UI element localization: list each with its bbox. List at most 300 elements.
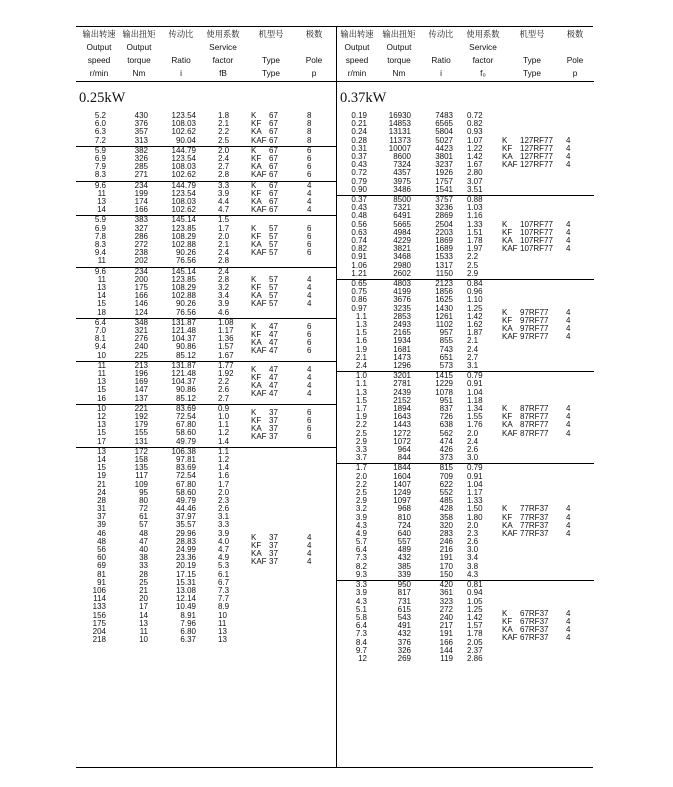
table-cell: 196 [134, 368, 148, 378]
table-cell: 5665 [393, 219, 411, 229]
table-cell: 90.26 [175, 299, 196, 309]
model-prefix: K [502, 219, 508, 229]
table-cell: 1.78 [467, 629, 483, 639]
model-size: 77RF37 [520, 512, 549, 522]
table-cell: 14 [97, 454, 106, 464]
header-col-1 [118, 28, 160, 80]
table-cell: 7.3 [218, 585, 230, 595]
table-cell: 3.0 [467, 453, 479, 463]
table-cell: 28 [97, 495, 106, 505]
pole-count: 4 [307, 381, 312, 391]
header-unit: Type [262, 68, 280, 78]
model-type-list [502, 610, 592, 643]
model-type-list [502, 309, 592, 342]
model-size: 107RF77 [520, 244, 553, 254]
table-cell: 11 [97, 256, 106, 266]
model-size: 107RF77 [520, 235, 553, 245]
model-type-list [251, 182, 341, 215]
table-cell: 4423 [435, 143, 453, 153]
table-cell: 0.79 [467, 371, 483, 381]
table-cell: 11 [218, 618, 227, 628]
output-speed-col [97, 362, 106, 403]
header-col-2 [421, 28, 461, 80]
table-cell: 117 [135, 471, 148, 481]
table-cell: 6.4 [355, 621, 367, 631]
table-cell: 13 [139, 618, 148, 628]
ratio-col [172, 147, 196, 180]
table-cell: 104.37 [171, 334, 196, 344]
power-title-right: 0.37kW [340, 90, 387, 106]
table-cell: 6.4 [94, 317, 106, 327]
model-type-list [251, 409, 341, 442]
table-cell: 2.9 [355, 436, 367, 446]
service-factor-col [467, 196, 483, 278]
table-cell: 622 [439, 479, 453, 489]
table-cell: 3236 [435, 203, 453, 213]
table-cell: 3676 [393, 295, 411, 305]
table-cell: 1229 [435, 379, 453, 389]
header-en2: torque [127, 55, 151, 65]
table-cell: 562 [439, 428, 453, 438]
output-torque-col [135, 112, 148, 145]
table-cell: 135 [134, 463, 148, 473]
model-size: 67 [269, 153, 278, 163]
model-prefix: KA [251, 338, 262, 348]
header-col-5 [559, 28, 591, 80]
model-row [251, 112, 341, 120]
output-speed-col [351, 112, 367, 194]
model-row [251, 155, 341, 163]
model-prefix: KF [251, 231, 262, 241]
output-speed-col [95, 216, 106, 265]
table-cell: 2.1 [218, 239, 230, 249]
right-half-037kw [336, 27, 594, 767]
table-cell: 815 [439, 463, 453, 473]
table-cell: 1.7 [218, 223, 230, 233]
table-cell: 2.37 [467, 645, 483, 655]
table-cell: 3.1 [218, 512, 230, 522]
model-prefix: KA [251, 196, 262, 206]
header-col-5 [296, 28, 332, 80]
table-cell: 2504 [435, 219, 453, 229]
output-torque-col [135, 362, 148, 403]
data-block-1 [337, 195, 594, 280]
model-row [251, 147, 341, 155]
model-size: 47 [269, 330, 278, 340]
table-cell: 155 [134, 428, 148, 438]
table-cell: 2.6 [218, 385, 230, 395]
model-prefix: KF [502, 412, 513, 422]
table-cell: 9.4 [94, 248, 106, 258]
table-cell: 145.14 [171, 266, 196, 276]
pole-count: 6 [307, 248, 312, 258]
table-cell: 0.21 [351, 119, 367, 129]
table-cell: 1.03 [467, 203, 483, 213]
table-cell: 432 [397, 553, 411, 563]
table-cell: 11 [97, 360, 106, 370]
model-prefix: KAF [502, 332, 518, 342]
table-cell: 1.04 [467, 479, 483, 489]
ratio-col [176, 405, 196, 446]
output-speed-col [351, 196, 367, 278]
table-cell: 2.0 [467, 428, 479, 438]
table-cell: 0.84 [467, 279, 483, 288]
table-cell: 1.25 [467, 604, 483, 614]
output-torque-col [135, 268, 148, 317]
table-cell: 1.62 [467, 319, 483, 329]
table-cell: 69 [97, 561, 106, 571]
table-cell: 276 [134, 334, 148, 344]
table-cell: 1894 [393, 403, 411, 413]
output-torque-col [135, 216, 148, 265]
pole-count: 4 [307, 196, 312, 206]
table-cell: 7324 [393, 160, 411, 170]
table-cell: 90.86 [175, 385, 196, 395]
pole-count: 4 [307, 180, 312, 190]
table-cell: 0.28 [351, 135, 367, 145]
table-cell: 844 [397, 453, 411, 463]
table-cell: 102.62 [171, 127, 196, 137]
model-row [251, 409, 341, 417]
table-cell: 10 [139, 635, 148, 645]
table-cell: 731 [397, 596, 411, 606]
pole-count: 4 [307, 274, 312, 284]
table-cell: 3.9 [355, 512, 367, 522]
table-cell: 4.3 [467, 569, 479, 579]
table-cell: 156 [92, 610, 106, 620]
table-cell: 420 [439, 580, 453, 590]
table-cell: 3975 [393, 176, 411, 186]
table-cell: 108.03 [171, 196, 196, 206]
table-cell: 1.4 [218, 463, 230, 473]
table-cell: 20.19 [175, 561, 196, 571]
model-row [251, 347, 341, 355]
table-cell: 638 [439, 420, 453, 430]
header-col-3 [461, 28, 505, 80]
header-col-4 [246, 28, 296, 80]
output-torque-col [389, 112, 411, 194]
model-size: 57 [269, 282, 278, 292]
table-cell: 1.04 [467, 387, 483, 397]
model-size: 87RF77 [520, 403, 549, 413]
table-cell: 2.1 [355, 352, 367, 362]
model-row [251, 390, 341, 398]
model-size: 57 [269, 248, 278, 258]
ratio-col [435, 280, 453, 370]
table-cell: 1604 [393, 471, 411, 481]
table-cell: 2853 [393, 311, 411, 321]
ratio-col [172, 448, 196, 645]
table-cell: 573 [439, 360, 453, 370]
table-cell: 1.5 [355, 395, 367, 405]
ratio-col [172, 182, 196, 215]
pole-count: 4 [566, 633, 571, 643]
output-speed-col [356, 581, 367, 663]
table-cell: 743 [439, 344, 453, 354]
table-cell: 1.92 [218, 368, 234, 378]
table-cell: 2.5 [467, 260, 479, 270]
table-cell: 1.6 [355, 336, 367, 346]
table-cell: 166 [134, 205, 148, 215]
table-cell: 4199 [393, 287, 411, 297]
model-prefix: KF [502, 143, 513, 153]
table-cell: 213 [134, 360, 148, 370]
table-cell: 1.25 [467, 303, 483, 313]
table-cell: 0.72 [467, 111, 483, 120]
table-cell: 8.2 [355, 561, 367, 571]
table-cell: 1.06 [351, 260, 367, 270]
table-cell: 102.88 [171, 239, 196, 249]
table-cell: 39 [97, 520, 106, 530]
model-type-list [502, 221, 592, 254]
table-cell: 489 [397, 545, 411, 555]
model-row [251, 276, 341, 284]
model-prefix: K [502, 608, 508, 618]
table-cell: 0.97 [351, 303, 367, 313]
table-cell: 1.76 [467, 420, 483, 430]
table-cell: 240 [439, 612, 453, 622]
table-cell: 1430 [435, 303, 453, 313]
table-cell: 1.9 [355, 344, 367, 354]
table-cell: 144.79 [171, 145, 196, 155]
table-cell: 104.37 [171, 377, 196, 387]
table-cell: 1757 [435, 176, 453, 186]
table-cell: 1249 [393, 487, 411, 497]
table-cell: 202 [134, 256, 148, 266]
model-prefix: KA [502, 520, 513, 530]
model-size: 127RF77 [520, 143, 553, 153]
table-cell: 4984 [393, 227, 411, 237]
output-torque-col [135, 405, 148, 446]
table-cell: 2.0 [467, 520, 479, 530]
table-cell: 491 [397, 621, 411, 631]
table-cell: 1.0 [218, 411, 230, 421]
table-cell: 2.2 [218, 127, 230, 137]
table-cell: 7.9 [94, 162, 106, 172]
header-unit: Nm [392, 68, 406, 78]
table-cell: 3.3 [218, 520, 230, 530]
table-cell: 37 [97, 512, 106, 522]
output-speed-col [95, 268, 106, 317]
table-cell: 2152 [393, 395, 411, 405]
table-cell: 5.9 [94, 215, 106, 225]
table-cell: 1625 [435, 295, 453, 305]
table-cell: 4803 [393, 279, 411, 288]
table-cell: 6.9 [94, 223, 106, 233]
table-cell: 234 [134, 266, 148, 276]
table-cell: 225 [134, 350, 148, 360]
data-block-2 [337, 279, 594, 372]
service-factor-col [218, 405, 229, 446]
table-cell: 4.4 [218, 196, 230, 206]
header-col-1 [377, 28, 421, 80]
table-cell: 10 [97, 350, 106, 360]
ratio-col [172, 112, 196, 145]
table-cell: 3201 [393, 371, 411, 381]
table-cell: 106.38 [171, 446, 196, 456]
model-prefix: KAF [502, 160, 518, 170]
table-cell: 91 [97, 577, 106, 587]
table-cell: 123.85 [171, 274, 196, 284]
table-cell: 246 [439, 537, 453, 547]
table-cell: 951 [439, 395, 453, 405]
table-cell: 67.80 [175, 420, 196, 430]
model-size: 67 [269, 170, 278, 180]
header-unit: Nm [132, 68, 146, 78]
service-factor-col [218, 112, 229, 145]
table-cell: 1097 [393, 496, 411, 506]
table-cell: 3.9 [218, 188, 230, 198]
data-block-7 [76, 404, 336, 448]
table-cell: 3.0 [467, 545, 479, 555]
table-cell: 0.72 [351, 168, 367, 178]
table-cell: 1.87 [467, 328, 483, 338]
data-block-4 [76, 267, 336, 319]
table-cell: 2.5 [218, 135, 230, 145]
table-cell: 0.63 [351, 227, 367, 237]
table-cell: 108.03 [171, 119, 196, 129]
model-prefix: KA [502, 324, 513, 334]
table-cell: 272 [134, 239, 148, 249]
pole-count: 4 [566, 608, 571, 618]
header-zh: 机型号 [519, 29, 545, 39]
pole-count: 4 [566, 403, 571, 413]
table-cell: 1.42 [467, 311, 483, 321]
table-cell: 108.29 [171, 231, 196, 241]
pole-count: 6 [307, 407, 312, 417]
model-size: 67 [269, 119, 278, 129]
model-size: 37 [269, 557, 278, 567]
table-cell: 13 [218, 626, 227, 636]
service-factor-col [467, 112, 483, 194]
table-cell: 2.7 [218, 393, 230, 403]
table-cell: 0.37 [351, 195, 367, 204]
model-size: 97RF77 [520, 332, 549, 342]
model-row [251, 323, 341, 331]
table-cell: 166 [439, 637, 453, 647]
service-factor-col [467, 464, 483, 579]
header-zh: 极数 [566, 29, 584, 39]
table-cell: 557 [397, 537, 411, 547]
table-cell: 13 [97, 446, 106, 456]
table-cell: 2.4 [355, 360, 367, 370]
data-block-0 [337, 111, 594, 196]
table-cell: 83.69 [175, 463, 196, 473]
table-cell: 968 [397, 504, 411, 514]
data-block-0 [76, 111, 336, 147]
table-cell: 33 [139, 561, 148, 571]
header-unit: i [440, 68, 442, 78]
table-cell: 40 [139, 545, 148, 555]
model-size: 67RF37 [520, 617, 549, 627]
table-cell: 1078 [435, 387, 453, 397]
header-en2: torque [387, 55, 411, 65]
table-cell: 191 [439, 629, 453, 639]
ratio-col [440, 581, 453, 663]
table-cell: 0.91 [467, 471, 483, 481]
table-cell: 1.42 [467, 612, 483, 622]
header-unit: i [180, 68, 182, 78]
table-cell: 218 [92, 635, 106, 645]
table-cell: 4229 [393, 235, 411, 245]
table-cell: 14853 [388, 119, 411, 129]
table-cell: 170 [439, 561, 453, 571]
header-col-0 [78, 28, 120, 80]
table-cell: 2.80 [467, 168, 483, 178]
model-row [251, 120, 341, 128]
pole-count: 6 [307, 432, 312, 442]
table-cell: 3237 [435, 160, 453, 170]
table-cell: 3.3 [355, 580, 367, 590]
table-cell: 11 [97, 368, 106, 378]
header-en1 [421, 41, 461, 54]
table-cell: 0.48 [351, 211, 367, 221]
table-cell: 2602 [393, 268, 411, 278]
model-type-list [502, 405, 592, 438]
pole-count: 8 [307, 127, 312, 137]
model-prefix: KF [502, 512, 513, 522]
model-size: 127RF77 [520, 151, 553, 161]
service-factor-col [218, 319, 234, 360]
table-cell: 38 [139, 553, 148, 563]
table-cell: 4.3 [355, 520, 367, 530]
model-prefix: K [251, 407, 257, 417]
table-cell: 3.9 [218, 528, 230, 538]
table-cell: 543 [397, 612, 411, 622]
table-cell: 123.54 [171, 188, 196, 198]
table-cell: 1.34 [467, 403, 483, 413]
model-prefix: KA [251, 239, 262, 249]
table-cell: 8500 [393, 195, 411, 204]
model-row [502, 161, 592, 169]
pole-count: 4 [566, 617, 571, 627]
table-cell: 12.14 [175, 594, 196, 604]
table-cell: 14 [97, 291, 106, 301]
model-size: 47 [269, 364, 278, 374]
model-size: 37 [269, 424, 278, 434]
service-factor-col [218, 182, 229, 215]
pole-count: 4 [566, 227, 571, 237]
table-cell: 2980 [393, 260, 411, 270]
table-cell: 2.2 [467, 252, 479, 262]
table-cell: 272 [439, 604, 453, 614]
pole-count: 8 [307, 135, 312, 145]
table-cell: 3.2 [218, 282, 230, 292]
model-prefix: KA [502, 420, 513, 430]
table-cell: 1.55 [467, 412, 483, 422]
model-prefix: KAF [251, 205, 267, 215]
table-cell: 11 [97, 188, 106, 198]
table-cell: 2781 [393, 379, 411, 389]
table-cell: 13 [97, 377, 106, 387]
table-cell: 144.79 [171, 180, 196, 190]
table-cell: 2.8 [218, 274, 230, 284]
table-cell: 6.4 [355, 545, 367, 555]
table-cell: 724 [397, 520, 411, 530]
model-size: 47 [269, 321, 278, 331]
table-cell: 1.80 [467, 512, 483, 522]
model-type-list [251, 323, 341, 356]
pole-count: 4 [566, 235, 571, 245]
table-cell: 146 [134, 299, 148, 309]
table-cell: 348 [134, 317, 148, 327]
model-row [251, 331, 341, 339]
table-cell: 1.67 [218, 350, 234, 360]
model-row [502, 530, 592, 538]
table-cell: 4357 [393, 168, 411, 178]
model-row [502, 634, 592, 642]
table-cell: 2.9 [467, 268, 479, 278]
